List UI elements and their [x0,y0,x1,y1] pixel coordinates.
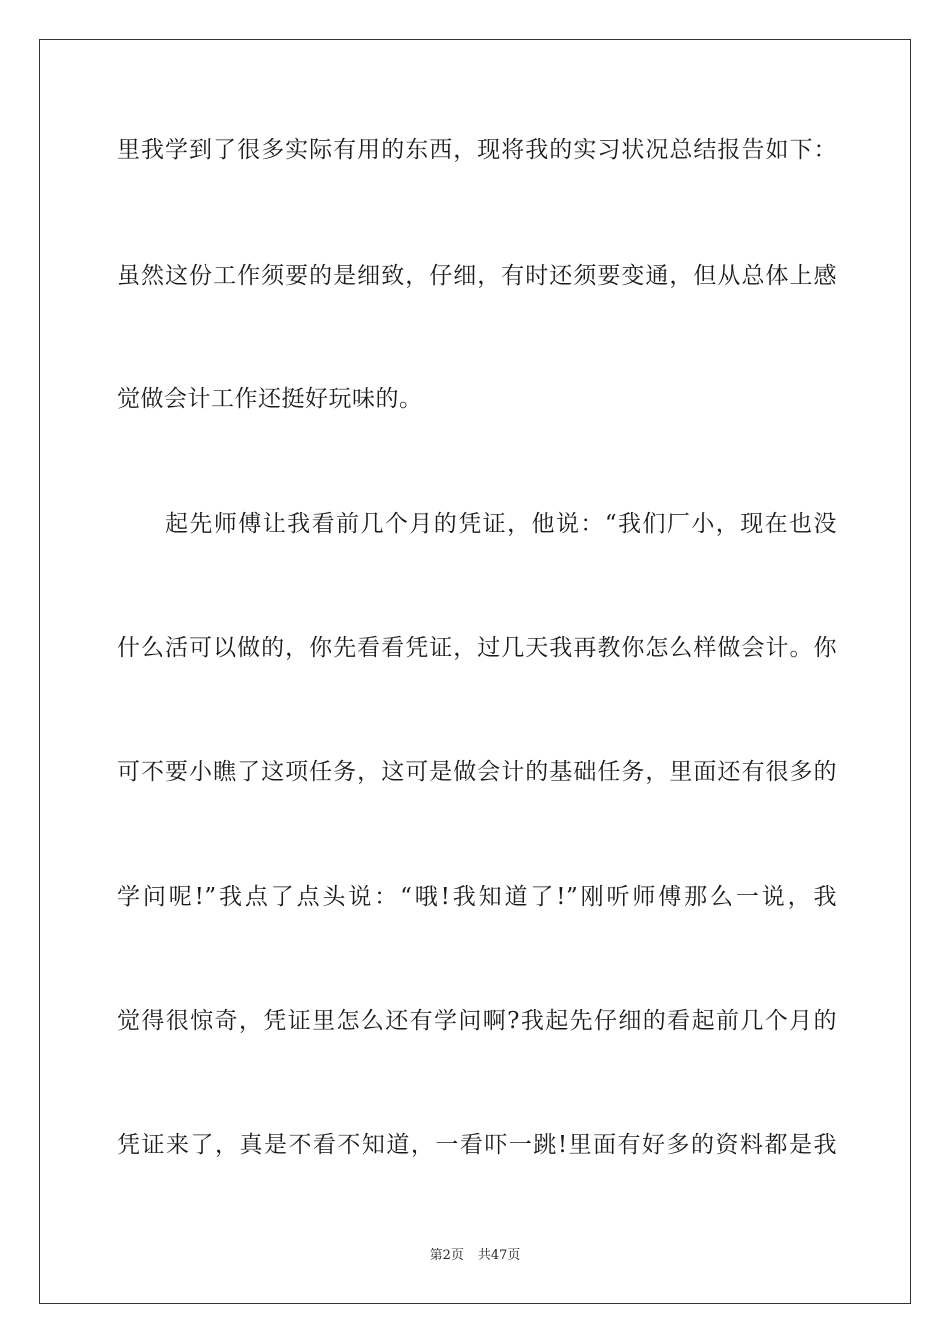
text-line-3: 觉做会计工作还挺好玩味的。 [117,386,423,412]
text-line-4: 起先师傅让我看前几个月的凭证，他说：“我们厂小，现在也没 [165,511,837,537]
text-line-6: 可不要小瞧了这项任务，这可是做会计的基础任务，里面还有很多的 [117,759,837,785]
text-line-1: 里我学到了很多实际有用的东西，现将我的实习状况总结报告如下： [117,137,837,163]
text-line-9: 凭证来了，真是不看不知道，一看吓一跳!里面有好多的资料都是我 [117,1132,837,1158]
page-number: 第2页 [429,1248,464,1263]
text-line-5: 什么活可以做的，你先看看凭证，过几天我再教你怎么样做会计。你 [117,635,837,661]
page-total: 共47页 [477,1248,521,1263]
page-footer [0,1247,950,1265]
text-line-8: 觉得很惊奇，凭证里怎么还有学问啊?我起先仔细的看起前几个月的 [117,1008,837,1034]
page-border [39,39,911,1304]
text-line-2: 虽然这份工作须要的是细致，仔细，有时还须要变通，但从总体上感 [117,263,837,289]
text-line-7: 学问呢!”我点了点头说：“哦!我知道了!”刚听师傅那么一说，我 [117,884,837,910]
